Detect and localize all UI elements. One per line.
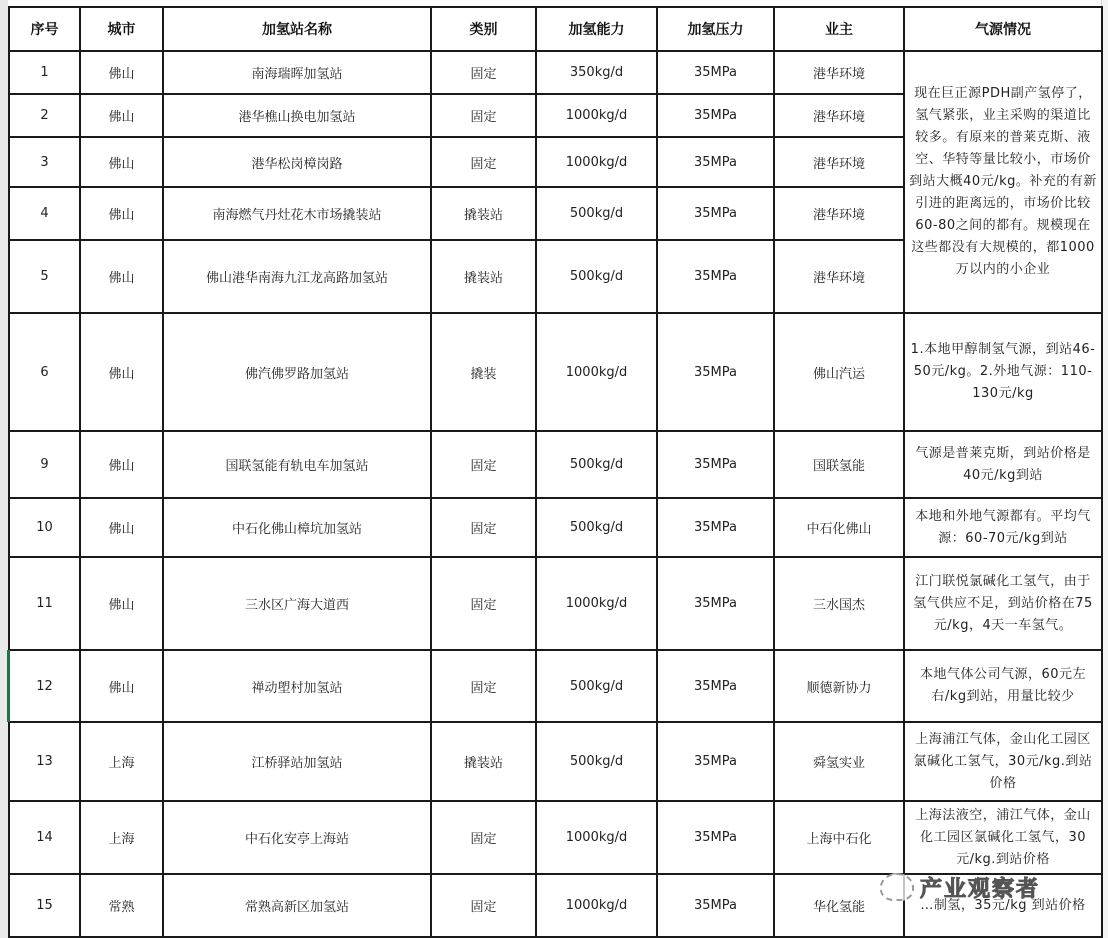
cell-index[interactable]: 2 [9, 94, 80, 137]
cell-type[interactable]: 撬装站 [431, 187, 536, 240]
cell-type[interactable]: 固定 [431, 801, 536, 874]
cell-owner[interactable]: 国联氢能 [774, 431, 904, 498]
cell-station-name[interactable]: 三水区广海大道西 [163, 557, 431, 650]
cell-index[interactable]: 4 [9, 187, 80, 240]
cell-capacity[interactable]: 500kg/d [536, 722, 657, 801]
cell-city[interactable]: 佛山 [80, 94, 163, 137]
watermark-text: 产业观察者 [920, 876, 1041, 902]
cell-station-name[interactable]: 江桥驿站加氢站 [163, 722, 431, 801]
header-index[interactable]: 序号 [9, 7, 80, 51]
table-row [9, 650, 1102, 722]
cell-type[interactable]: 固定 [431, 137, 536, 187]
cell-pressure[interactable]: 35MPa [657, 722, 774, 801]
cell-city[interactable]: 上海 [80, 801, 163, 874]
cell-index[interactable]: 15 [9, 874, 80, 937]
cell-capacity[interactable]: 350kg/d [536, 51, 657, 94]
cell-capacity[interactable]: 1000kg/d [536, 801, 657, 874]
header-owner[interactable]: 业主 [774, 7, 904, 51]
cell-city[interactable]: 佛山 [80, 498, 163, 557]
table-row [9, 874, 1102, 937]
cell-capacity[interactable]: 500kg/d [536, 240, 657, 313]
cell-gas-source-merged[interactable]: 现在巨正源PDH副产氢停了，氢气紧张，业主采购的渠道比较多。有原来的普莱克斯、液空、华特等量比较小，市场价到站大概40元/kg。补充的有新引进的距离远的，市场价比较60-80之间的都有。规模现在这些都没有大规模的，都1000万以内的小企业 [904, 51, 1102, 313]
header-gas-source[interactable]: 气源情况 [904, 7, 1102, 51]
cell-city[interactable]: 佛山 [80, 431, 163, 498]
hydrogen-station-table [8, 6, 1103, 938]
cell-pressure[interactable]: 35MPa [657, 650, 774, 722]
cell-station-name[interactable]: 佛山港华南海九江龙高路加氢站 [163, 240, 431, 313]
cell-type[interactable]: 固定 [431, 874, 536, 937]
cell-pressure[interactable]: 35MPa [657, 51, 774, 94]
cell-index[interactable]: 11 [9, 557, 80, 650]
cell-pressure[interactable]: 35MPa [657, 801, 774, 874]
table-row [9, 498, 1102, 557]
cell-station-name[interactable]: 中石化佛山樟坑加氢站 [163, 498, 431, 557]
cell-pressure[interactable]: 35MPa [657, 187, 774, 240]
cell-pressure[interactable]: 35MPa [657, 240, 774, 313]
cell-city[interactable]: 佛山 [80, 313, 163, 431]
cell-type[interactable]: 固定 [431, 557, 536, 650]
table-row [9, 431, 1102, 498]
cell-index[interactable]: 12 [9, 650, 80, 722]
header-row [9, 7, 1102, 51]
header-capacity[interactable]: 加氢能力 [536, 7, 657, 51]
cell-station-name[interactable]: 佛汽佛罗路加氢站 [163, 313, 431, 431]
cell-pressure[interactable]: 35MPa [657, 313, 774, 431]
cell-pressure[interactable]: 35MPa [657, 874, 774, 937]
cell-owner[interactable]: 三水国杰 [774, 557, 904, 650]
cell-owner[interactable]: 顺德新协力 [774, 650, 904, 722]
cell-pressure[interactable]: 35MPa [657, 94, 774, 137]
cell-city[interactable]: 佛山 [80, 557, 163, 650]
table-row [9, 557, 1102, 650]
cell-capacity[interactable]: 500kg/d [536, 431, 657, 498]
cell-gas-source[interactable]: 1.本地甲醇制氢气源，到站46-50元/kg。2.外地气源：110-130元/kg [904, 313, 1102, 431]
cell-pressure[interactable]: 35MPa [657, 431, 774, 498]
cell-city[interactable]: 佛山 [80, 51, 163, 94]
cell-owner[interactable]: 华化氢能 [774, 874, 904, 937]
cell-owner[interactable]: 舜氢实业 [774, 722, 904, 801]
cell-capacity[interactable]: 1000kg/d [536, 94, 657, 137]
cell-index[interactable]: 3 [9, 137, 80, 187]
cell-station-name[interactable]: 港华松岗樟岗路 [163, 137, 431, 187]
cell-capacity[interactable]: 1000kg/d [536, 557, 657, 650]
cell-capacity[interactable]: 1000kg/d [536, 137, 657, 187]
cell-type[interactable]: 撬装站 [431, 722, 536, 801]
header-city[interactable]: 城市 [80, 7, 163, 51]
cell-gas-source[interactable]: 上海法液空，浦江气体，金山化工园区氯碱化工氢气，30元/kg.到站价格 [904, 801, 1102, 874]
cell-index[interactable]: 9 [9, 431, 80, 498]
header-pressure[interactable]: 加氢压力 [657, 7, 774, 51]
table-row [9, 51, 1102, 94]
cell-station-name[interactable]: 港华樵山换电加氢站 [163, 94, 431, 137]
cell-pressure[interactable]: 35MPa [657, 498, 774, 557]
cell-owner[interactable]: 上海中石化 [774, 801, 904, 874]
cell-owner[interactable]: 中石化佛山 [774, 498, 904, 557]
cell-city[interactable]: 常熟 [80, 874, 163, 937]
table-row [9, 313, 1102, 431]
cell-index[interactable]: 5 [9, 240, 80, 313]
cell-station-name[interactable]: 中石化安亭上海站 [163, 801, 431, 874]
cell-index[interactable]: 6 [9, 313, 80, 431]
cell-city[interactable]: 佛山 [80, 137, 163, 187]
cell-index[interactable]: 13 [9, 722, 80, 801]
cell-station-name[interactable]: 国联氢能有轨电车加氢站 [163, 431, 431, 498]
cell-pressure[interactable]: 35MPa [657, 137, 774, 187]
cell-gas-source[interactable]: 上海浦江气体，金山化工园区氯碱化工氢气，30元/kg.到站价格 [904, 722, 1102, 801]
cell-owner[interactable]: 港华环境 [774, 187, 904, 240]
cell-city[interactable]: 上海 [80, 722, 163, 801]
cell-capacity[interactable]: 1000kg/d [536, 313, 657, 431]
cell-index[interactable]: 10 [9, 498, 80, 557]
cell-capacity[interactable]: 1000kg/d [536, 874, 657, 937]
table-row [9, 801, 1102, 874]
cell-type[interactable]: 固定 [431, 650, 536, 722]
cell-index[interactable]: 14 [9, 801, 80, 874]
cell-owner[interactable]: 港华环境 [774, 240, 904, 313]
cell-owner[interactable]: 港华环境 [774, 137, 904, 187]
cell-gas-source[interactable]: 本地气体公司气源，60元左右/kg到站，用量比较少 [904, 650, 1102, 722]
cell-owner[interactable]: 港华环境 [774, 51, 904, 94]
cell-station-name[interactable]: 南海瑞晖加氢站 [163, 51, 431, 94]
cell-type[interactable]: 固定 [431, 498, 536, 557]
cell-gas-source[interactable]: 江门联悦氯碱化工氢气，由于氢气供应不足，到站价格在75元/kg，4天一车氢气。 [904, 557, 1102, 650]
table-row [9, 722, 1102, 801]
cell-type[interactable]: 撬装 [431, 313, 536, 431]
cell-city[interactable]: 佛山 [80, 240, 163, 313]
cell-type[interactable]: 固定 [431, 431, 536, 498]
cell-capacity[interactable]: 500kg/d [536, 187, 657, 240]
cell-gas-source[interactable]: 本地和外地气源都有。平均气源：60-70元/kg到站 [904, 498, 1102, 557]
cell-type[interactable]: 撬装站 [431, 240, 536, 313]
cell-type[interactable]: 固定 [431, 94, 536, 137]
cell-gas-source[interactable]: …制氢，35元/kg 到站价格 [904, 874, 1102, 937]
cell-station-name[interactable]: 禅动塱村加氢站 [163, 650, 431, 722]
cell-capacity[interactable]: 500kg/d [536, 650, 657, 722]
cell-city[interactable]: 佛山 [80, 650, 163, 722]
cell-index[interactable]: 1 [9, 51, 80, 94]
header-station-name[interactable]: 加氢站名称 [163, 7, 431, 51]
cell-capacity[interactable]: 500kg/d [536, 498, 657, 557]
cell-city[interactable]: 佛山 [80, 187, 163, 240]
cell-gas-source[interactable]: 气源是普莱克斯，到站价格是40元/kg到站 [904, 431, 1102, 498]
cell-station-name[interactable]: 常熟高新区加氢站 [163, 874, 431, 937]
cell-owner[interactable]: 佛山汽运 [774, 313, 904, 431]
header-type[interactable]: 类别 [431, 7, 536, 51]
cell-station-name[interactable]: 南海燃气丹灶花木市场撬装站 [163, 187, 431, 240]
cell-pressure[interactable]: 35MPa [657, 557, 774, 650]
cell-owner[interactable]: 港华环境 [774, 94, 904, 137]
cell-type[interactable]: 固定 [431, 51, 536, 94]
active-cell-indicator [7, 650, 10, 722]
